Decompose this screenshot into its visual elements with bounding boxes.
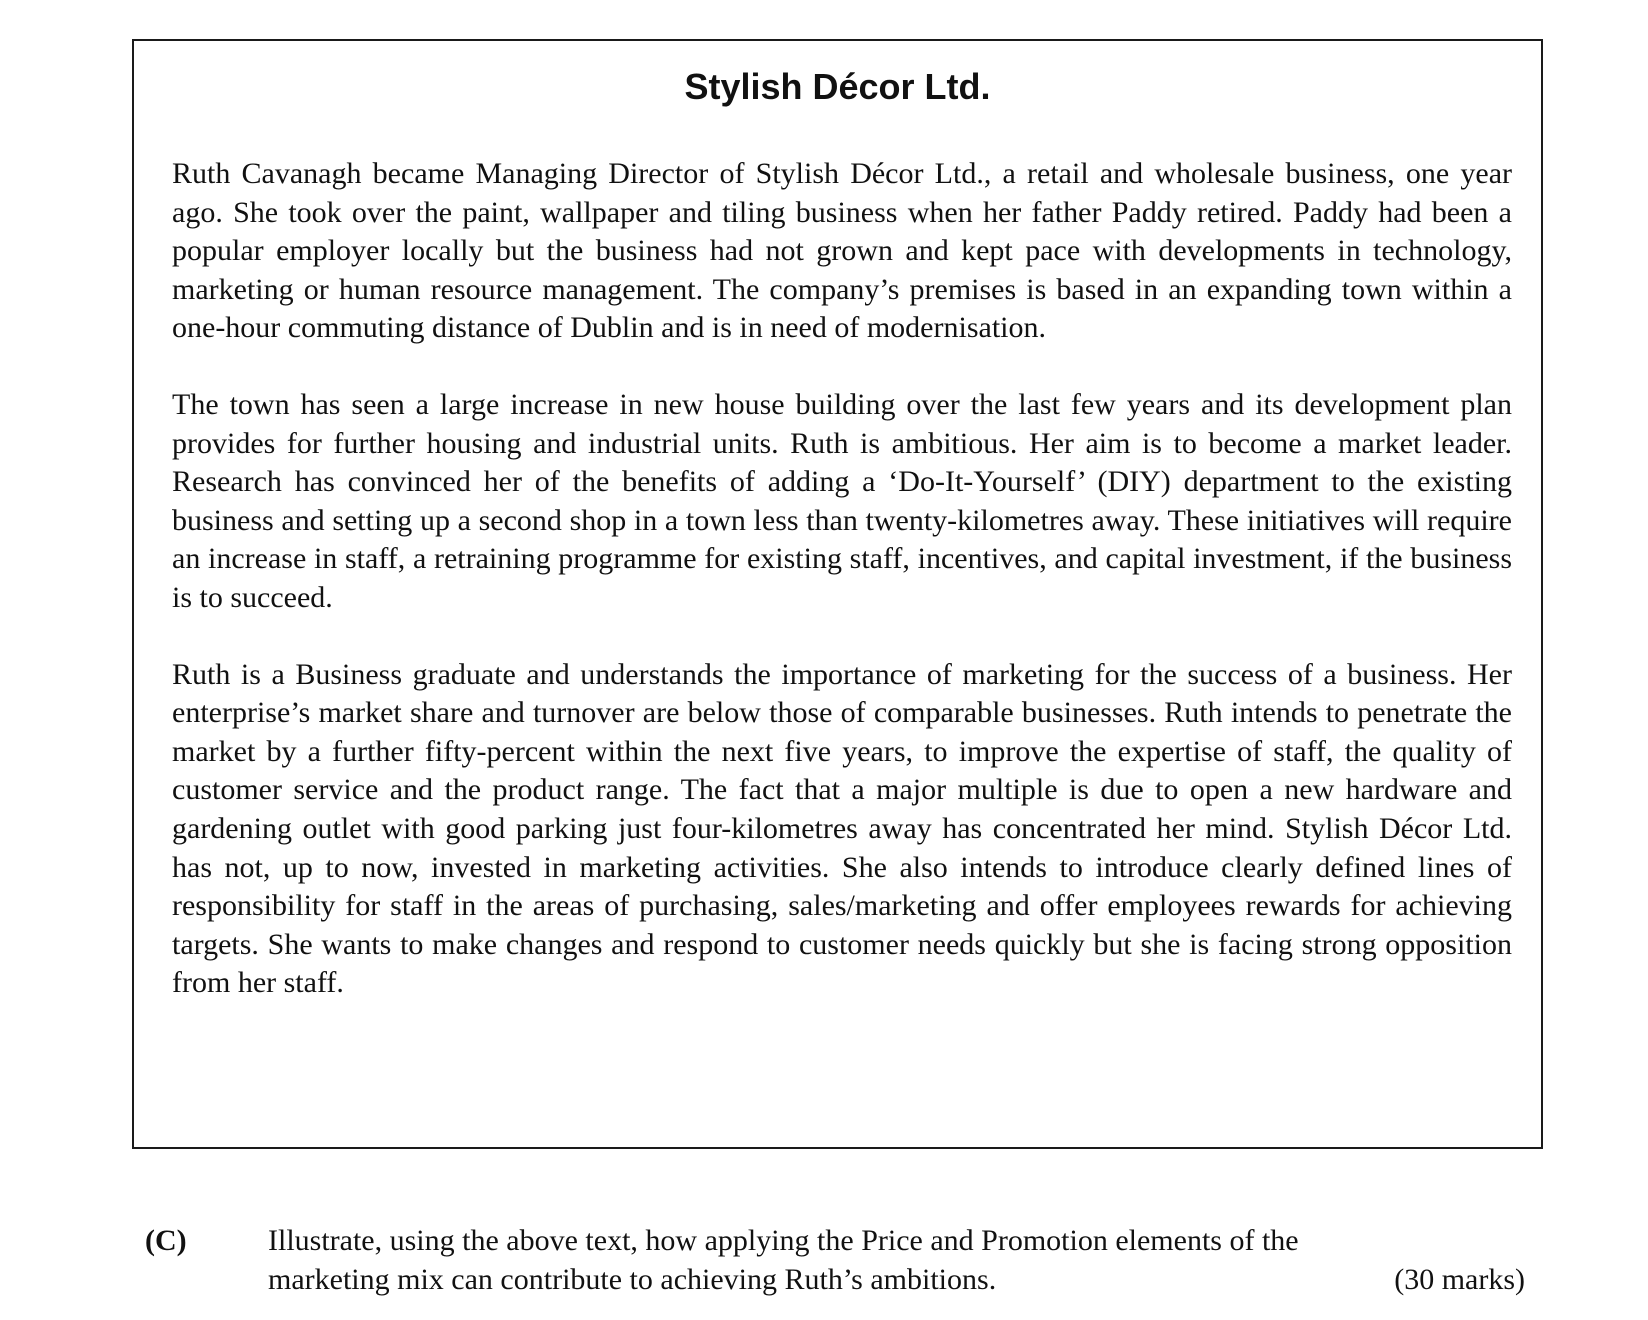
question-text bbox=[268, 1222, 1525, 1299]
question-line-1: Illustrate, using the above text, how applying the Price and Promotion elements of the bbox=[268, 1224, 1299, 1257]
question-line-2: marketing mix can contribute to achieving Ruth’s ambitions. bbox=[268, 1262, 997, 1296]
case-paragraph-1: Ruth Cavanagh became Managing Director of Stylish Décor Ltd., a retail and wholesale business, one year ago. She took over the paint, wallpaper and tiling business when her father Paddy retired. Paddy had been a popular employer locally but the business had not grown and kept pace with developments in technology, marketing or human resource management. The company’s premises is based in an expanding town within a one-hour commuting distance of Dublin and is in need of modernisation. bbox=[172, 157, 1512, 345]
case-paragraph-3: Ruth is a Business graduate and understands the importance of marketing for the success of a business. Her enterprise’s market share and turnover are below those of comparable businesses. Ruth intends to penetrate the market by a further fifty-percent within the next five years, to improve the expertise of staff, the quality of customer service and the product range. The fact that a major multiple is due to open a new hardware and gardening outlet with good parking just four-kilometres away has concentrated her mind. Stylish Décor Ltd. has not, up to now, invested in marketing activities. She also intends to introduce clearly defined lines of responsibility for staff in the areas of purchasing, sales/marketing and offer employees rewards for achieving targets. She wants to make changes and respond to customer needs quickly but she is facing strong opposition from her staff. bbox=[172, 657, 1512, 1000]
question-label: (C) bbox=[145, 1224, 187, 1257]
case-study-body bbox=[172, 155, 1512, 1003]
case-paragraph-2: The town has seen a large increase in new house building over the last few years and its development plan provides for further housing and industrial units. Ruth is ambitious. Her aim is to become a market leader. Research has convinced her of the benefits of adding a ‘Do-It-Yourself’ (DIY) department to the existing business and setting up a second shop in a town less than twenty-kilometres away. These initiatives will require an increase in staff, a retraining programme for existing staff, incentives, and capital investment, if the business is to succeed. bbox=[172, 387, 1512, 614]
question-marks: (30 marks) bbox=[1394, 1262, 1525, 1296]
case-study-title: Stylish Décor Ltd. bbox=[684, 66, 991, 107]
case-study-box bbox=[132, 39, 1543, 1149]
